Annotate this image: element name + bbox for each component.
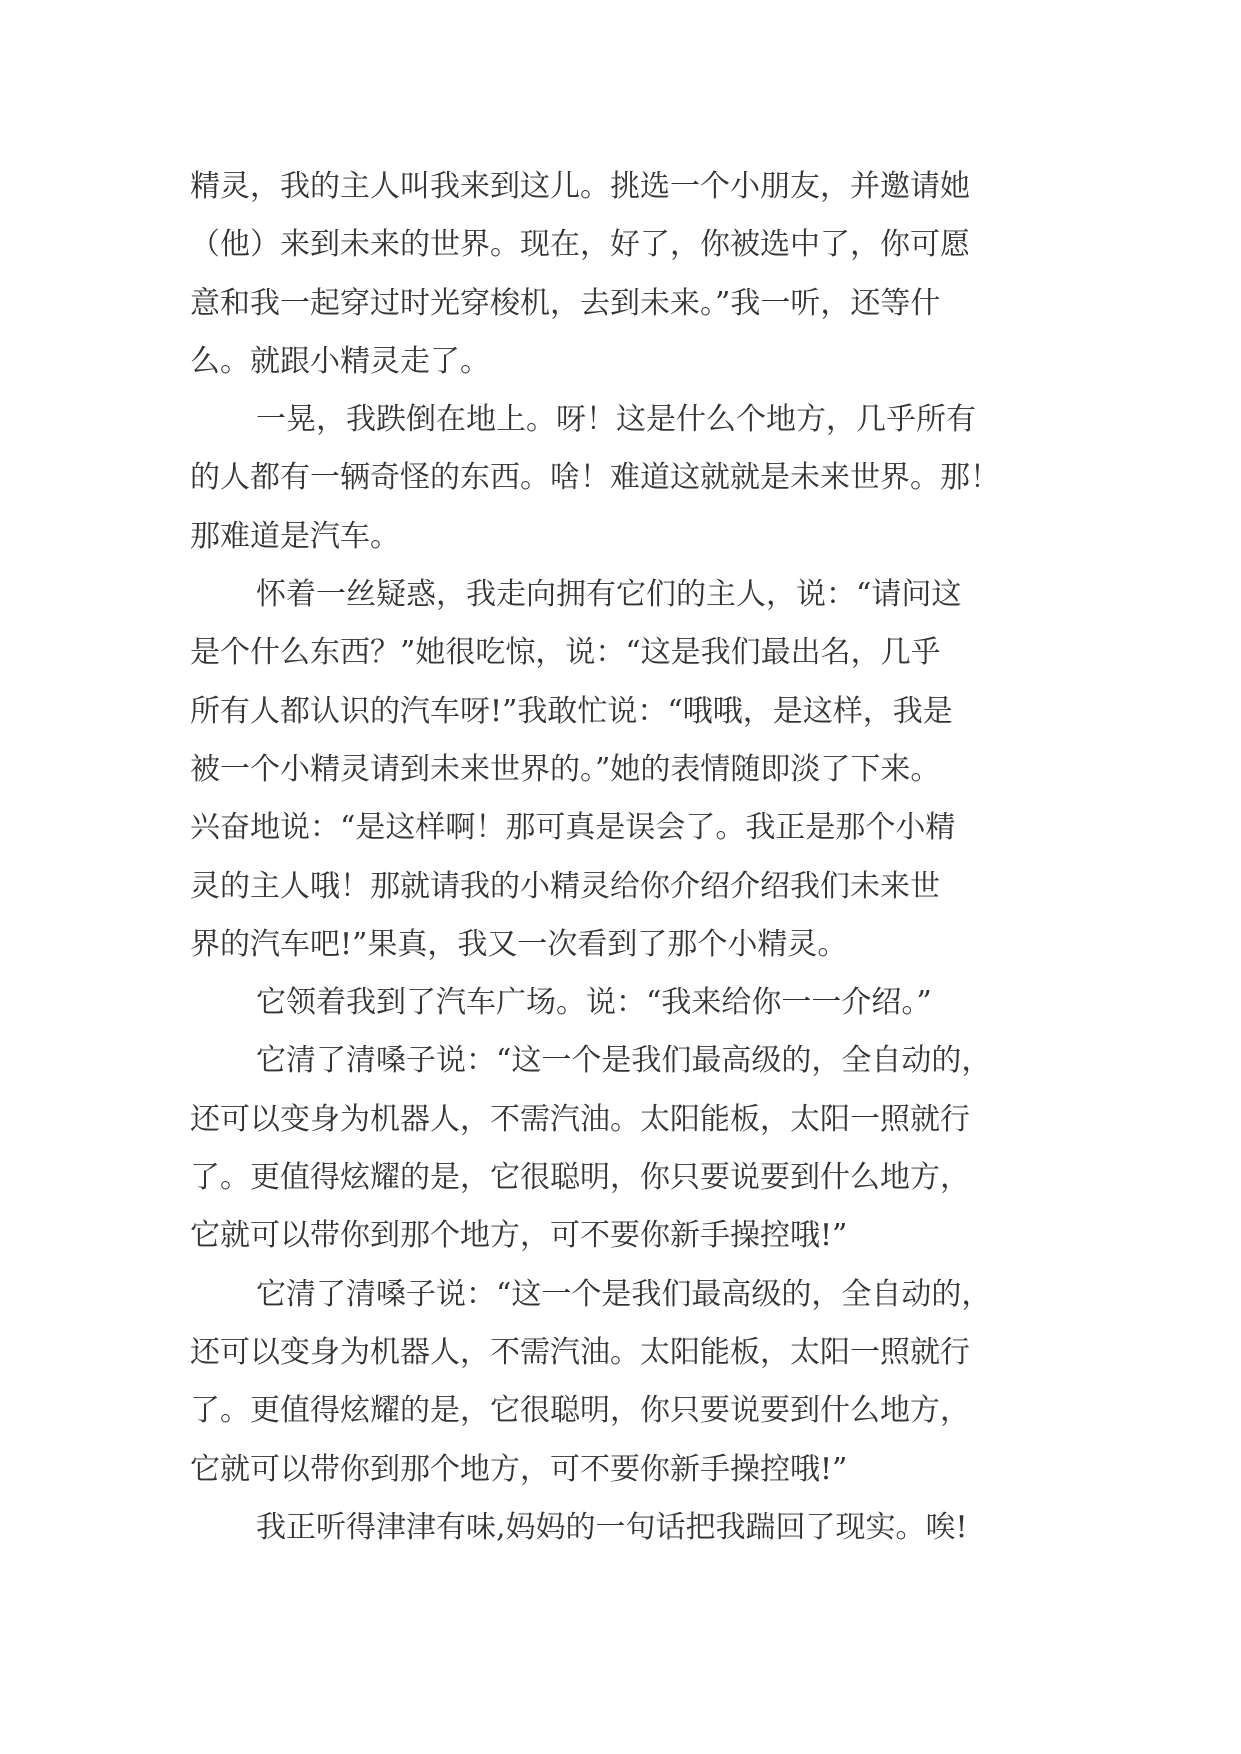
text-line: 它就可以带你到那个地方，可不要你新手操控哦!” bbox=[190, 1218, 848, 1254]
text-line: 么。就跟小精灵走了。 bbox=[190, 343, 490, 379]
text-line: 它领着我到了汽车广场。说：“我来给你一一介绍。” bbox=[256, 985, 932, 1021]
text-line: 它就可以带你到那个地方，可不要你新手操控哦!” bbox=[190, 1451, 848, 1487]
text-line: 所有人都认识的汽车呀!”我敢忙说：“哦哦，是这样，我是 bbox=[190, 693, 953, 729]
text-line: 兴奋地说：“是这样啊！那可真是误会了。我正是那个小精 bbox=[190, 810, 956, 846]
text-line: 界的汽车吧!”果真，我又一次看到了那个小精灵。 bbox=[190, 926, 848, 962]
text-line: 被一个小精灵请到未来世界的。”她的表情随即淡了下来。 bbox=[190, 751, 941, 787]
text-line: 怀着一丝疑惑，我走向拥有它们的主人，说：“请问这 bbox=[256, 577, 962, 613]
text-line: 精灵，我的主人叫我来到这儿。挑选一个小朋友，并邀请她 bbox=[190, 169, 970, 204]
text-line: 一晃，我跌倒在地上。呀！这是什么个地方，几乎所有 bbox=[256, 402, 976, 438]
text-line: 还可以变身为机器人，不需汽油。太阳能板，太阳一照就行 bbox=[190, 1101, 970, 1137]
text-line: 意和我一起穿过时光穿梭机，去到未来。”我一听，还等什 bbox=[190, 285, 941, 321]
text-line: 的人都有一辆奇怪的东西。啥！难道这就就是未来世界。那！ bbox=[190, 460, 1000, 496]
text-line: 它清了清嗓子说：“这一个是我们最高级的，全自动的， bbox=[256, 1276, 992, 1312]
text-line: 是个什么东西？”她很吃惊，说：“这是我们最出名，几乎 bbox=[190, 635, 941, 671]
text-line: 它清了清嗓子说：“这一个是我们最高级的，全自动的， bbox=[256, 1043, 992, 1079]
text-line: 了。更值得炫耀的是，它很聪明，你只要说要到什么地方， bbox=[190, 1160, 970, 1196]
text-line: 还可以变身为机器人，不需汽油。太阳能板，太阳一照就行 bbox=[190, 1334, 970, 1370]
text-line: 我正听得津津有味,妈妈的一句话把我踹回了现实。唉! bbox=[256, 1509, 968, 1545]
text-line: 那难道是汽车。 bbox=[190, 518, 400, 554]
text-line: 灵的主人哦！那就请我的小精灵给你介绍介绍我们未来世 bbox=[190, 868, 940, 904]
text-line: （他）来到未来的世界。现在，好了，你被选中了，你可愿 bbox=[190, 227, 970, 263]
body-text bbox=[190, 158, 1070, 1557]
text-line: 了。更值得炫耀的是，它很聪明，你只要说要到什么地方， bbox=[190, 1393, 970, 1429]
